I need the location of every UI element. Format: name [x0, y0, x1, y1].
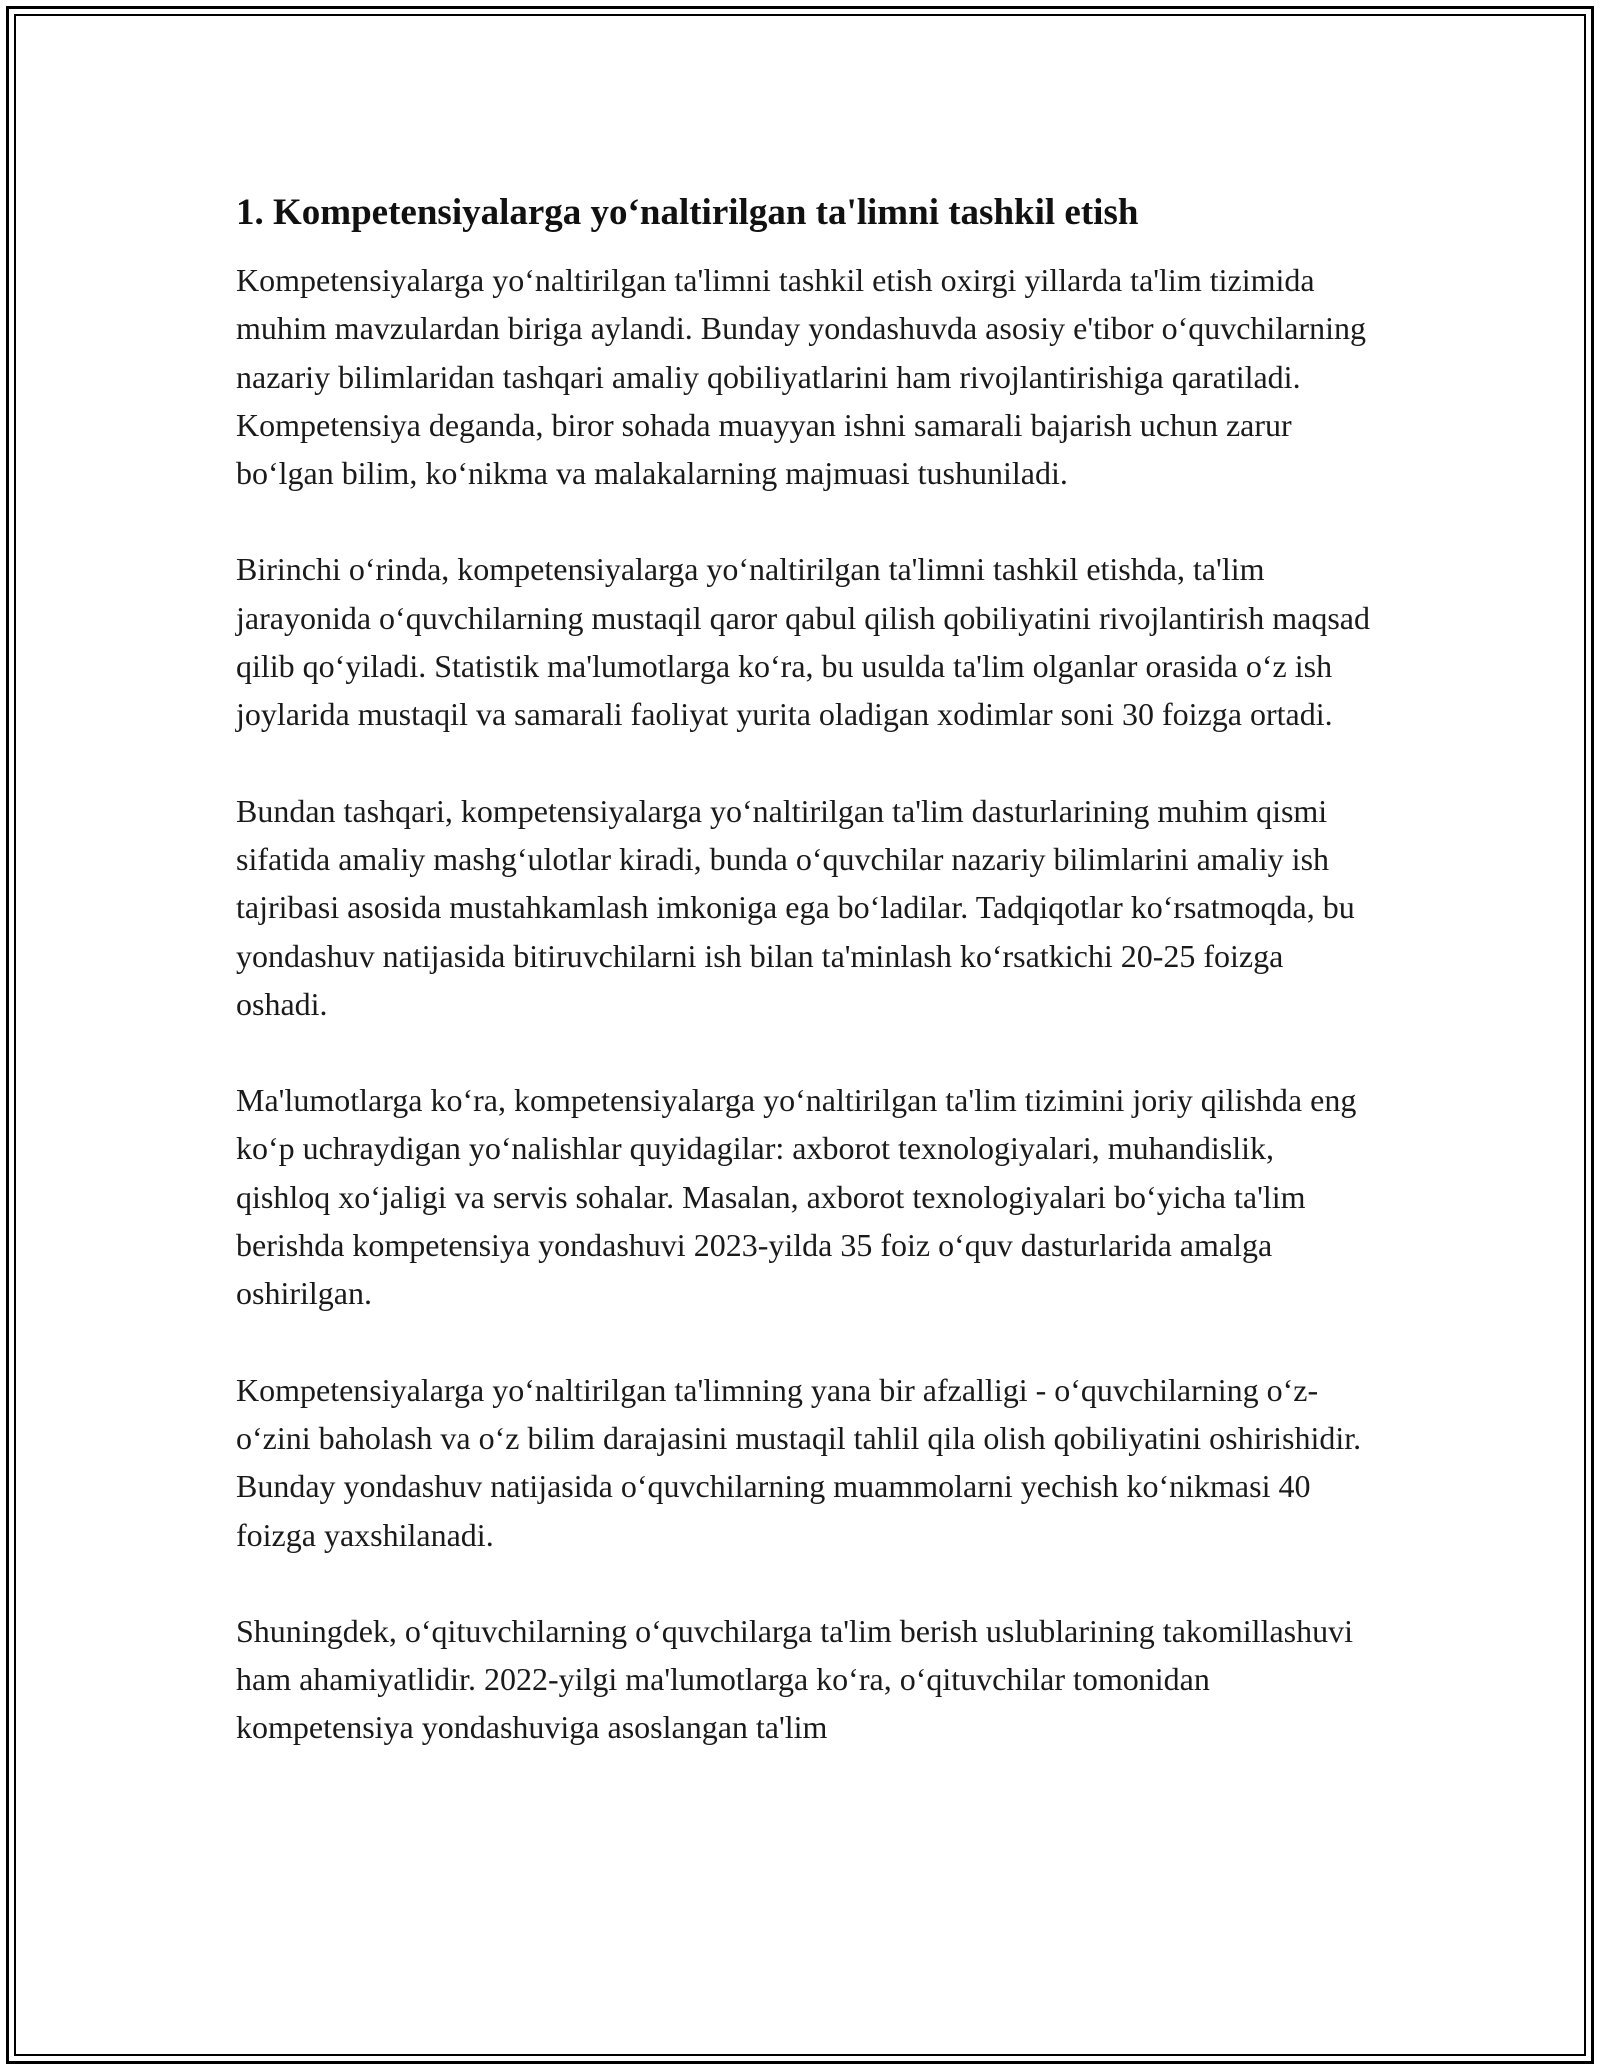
paragraph-4: Ma'lumotlarga ko‘ra, kompetensiyalarga yo‘naltirilgan ta'lim tizimini joriy qilishda eng ko‘p uchraydigan yo‘nalishlar quyidagilar: axborot texnologiyalari, muhandislik, qishloq xo‘jaligi va servis sohalar. Masalan, axborot texnologiyalari bo‘yicha ta'lim berishda kompetensiya yondashuvi 2023-yilda 35 foiz o‘quv dasturlarida amalga oshirilgan.	[236, 1082, 1357, 1312]
section-heading: 1. Kompetensiyalarga yo‘naltirilgan ta'limni tashkil etish	[236, 192, 1139, 233]
paragraph-5: Kompetensiyalarga yo‘naltirilgan ta'limning yana bir afzalligi - o‘quvchilarning o‘z-o‘zini baholash va o‘z bilim darajasini mustaqil tahlil qila olish qobiliyatini oshirishidir. Bunday yondashuv natijasida o‘quvchilarning muammolarni yechish ko‘nikmasi 40 foizga yaxshilanadi.	[236, 1371, 1362, 1553]
paragraph-2: Birinchi o‘rinda, kompetensiyalarga yo‘naltirilgan ta'limni tashkil etishda, ta'lim jarayonida o‘quvchilarning mustaqil qaror qabul qilish qobiliyatini rivojlantirish maqsad qilib qo‘yiladi. Statistik ma'lumotlarga ko‘ra, bu usulda ta'lim olganlar orasida o‘z ish joylarida mustaqil va samarali faoliyat yurita oladigan xodimlar soni 30 foizga ortadi.	[236, 551, 1370, 733]
document-body	[236, 186, 1376, 1800]
paragraph-3: Bundan tashqari, kompetensiyalarga yo‘naltirilgan ta'lim dasturlarining muhim qismi sifatida amaliy mashg‘ulotlar kiradi, bunda o‘quvchilar nazariy bilimlarini amaliy ish tajribasi asosida mustahkamlash imkoniga ega bo‘ladilar. Tadqiqotlar ko‘rsatmoqda, bu yondashuv natijasida bitiruvchilarni ish bilan ta'minlash ko‘rsatkichi 20-25 foizga oshadi.	[236, 792, 1355, 1022]
paragraph-1: Kompetensiyalarga yo‘naltirilgan ta'limni tashkil etish oxirgi yillarda ta'lim tizimida muhim mavzulardan biriga aylandi. Bunday yondashuvda asosiy e'tibor o‘quvchilarning nazariy bilimlaridan tashqari amaliy qobiliyatlarini ham rivojlantirishiga qaratiladi. Kompetensiya deganda, biror sohada muayyan ishni samarali bajarish uchun zarur bo‘lgan bilim, ko‘nikma va malakalarning majmuasi tushuniladi.	[236, 262, 1366, 492]
paragraph-6: Shuningdek, o‘qituvchilarning o‘quvchilarga ta'lim berish uslublarining takomillashuvi ham ahamiyatlidir. 2022-yilgi ma'lumotlarga ko‘ra, o‘qituvchilar tomonidan kompetensiya yondashuviga asoslangan ta'lim	[236, 1612, 1353, 1746]
